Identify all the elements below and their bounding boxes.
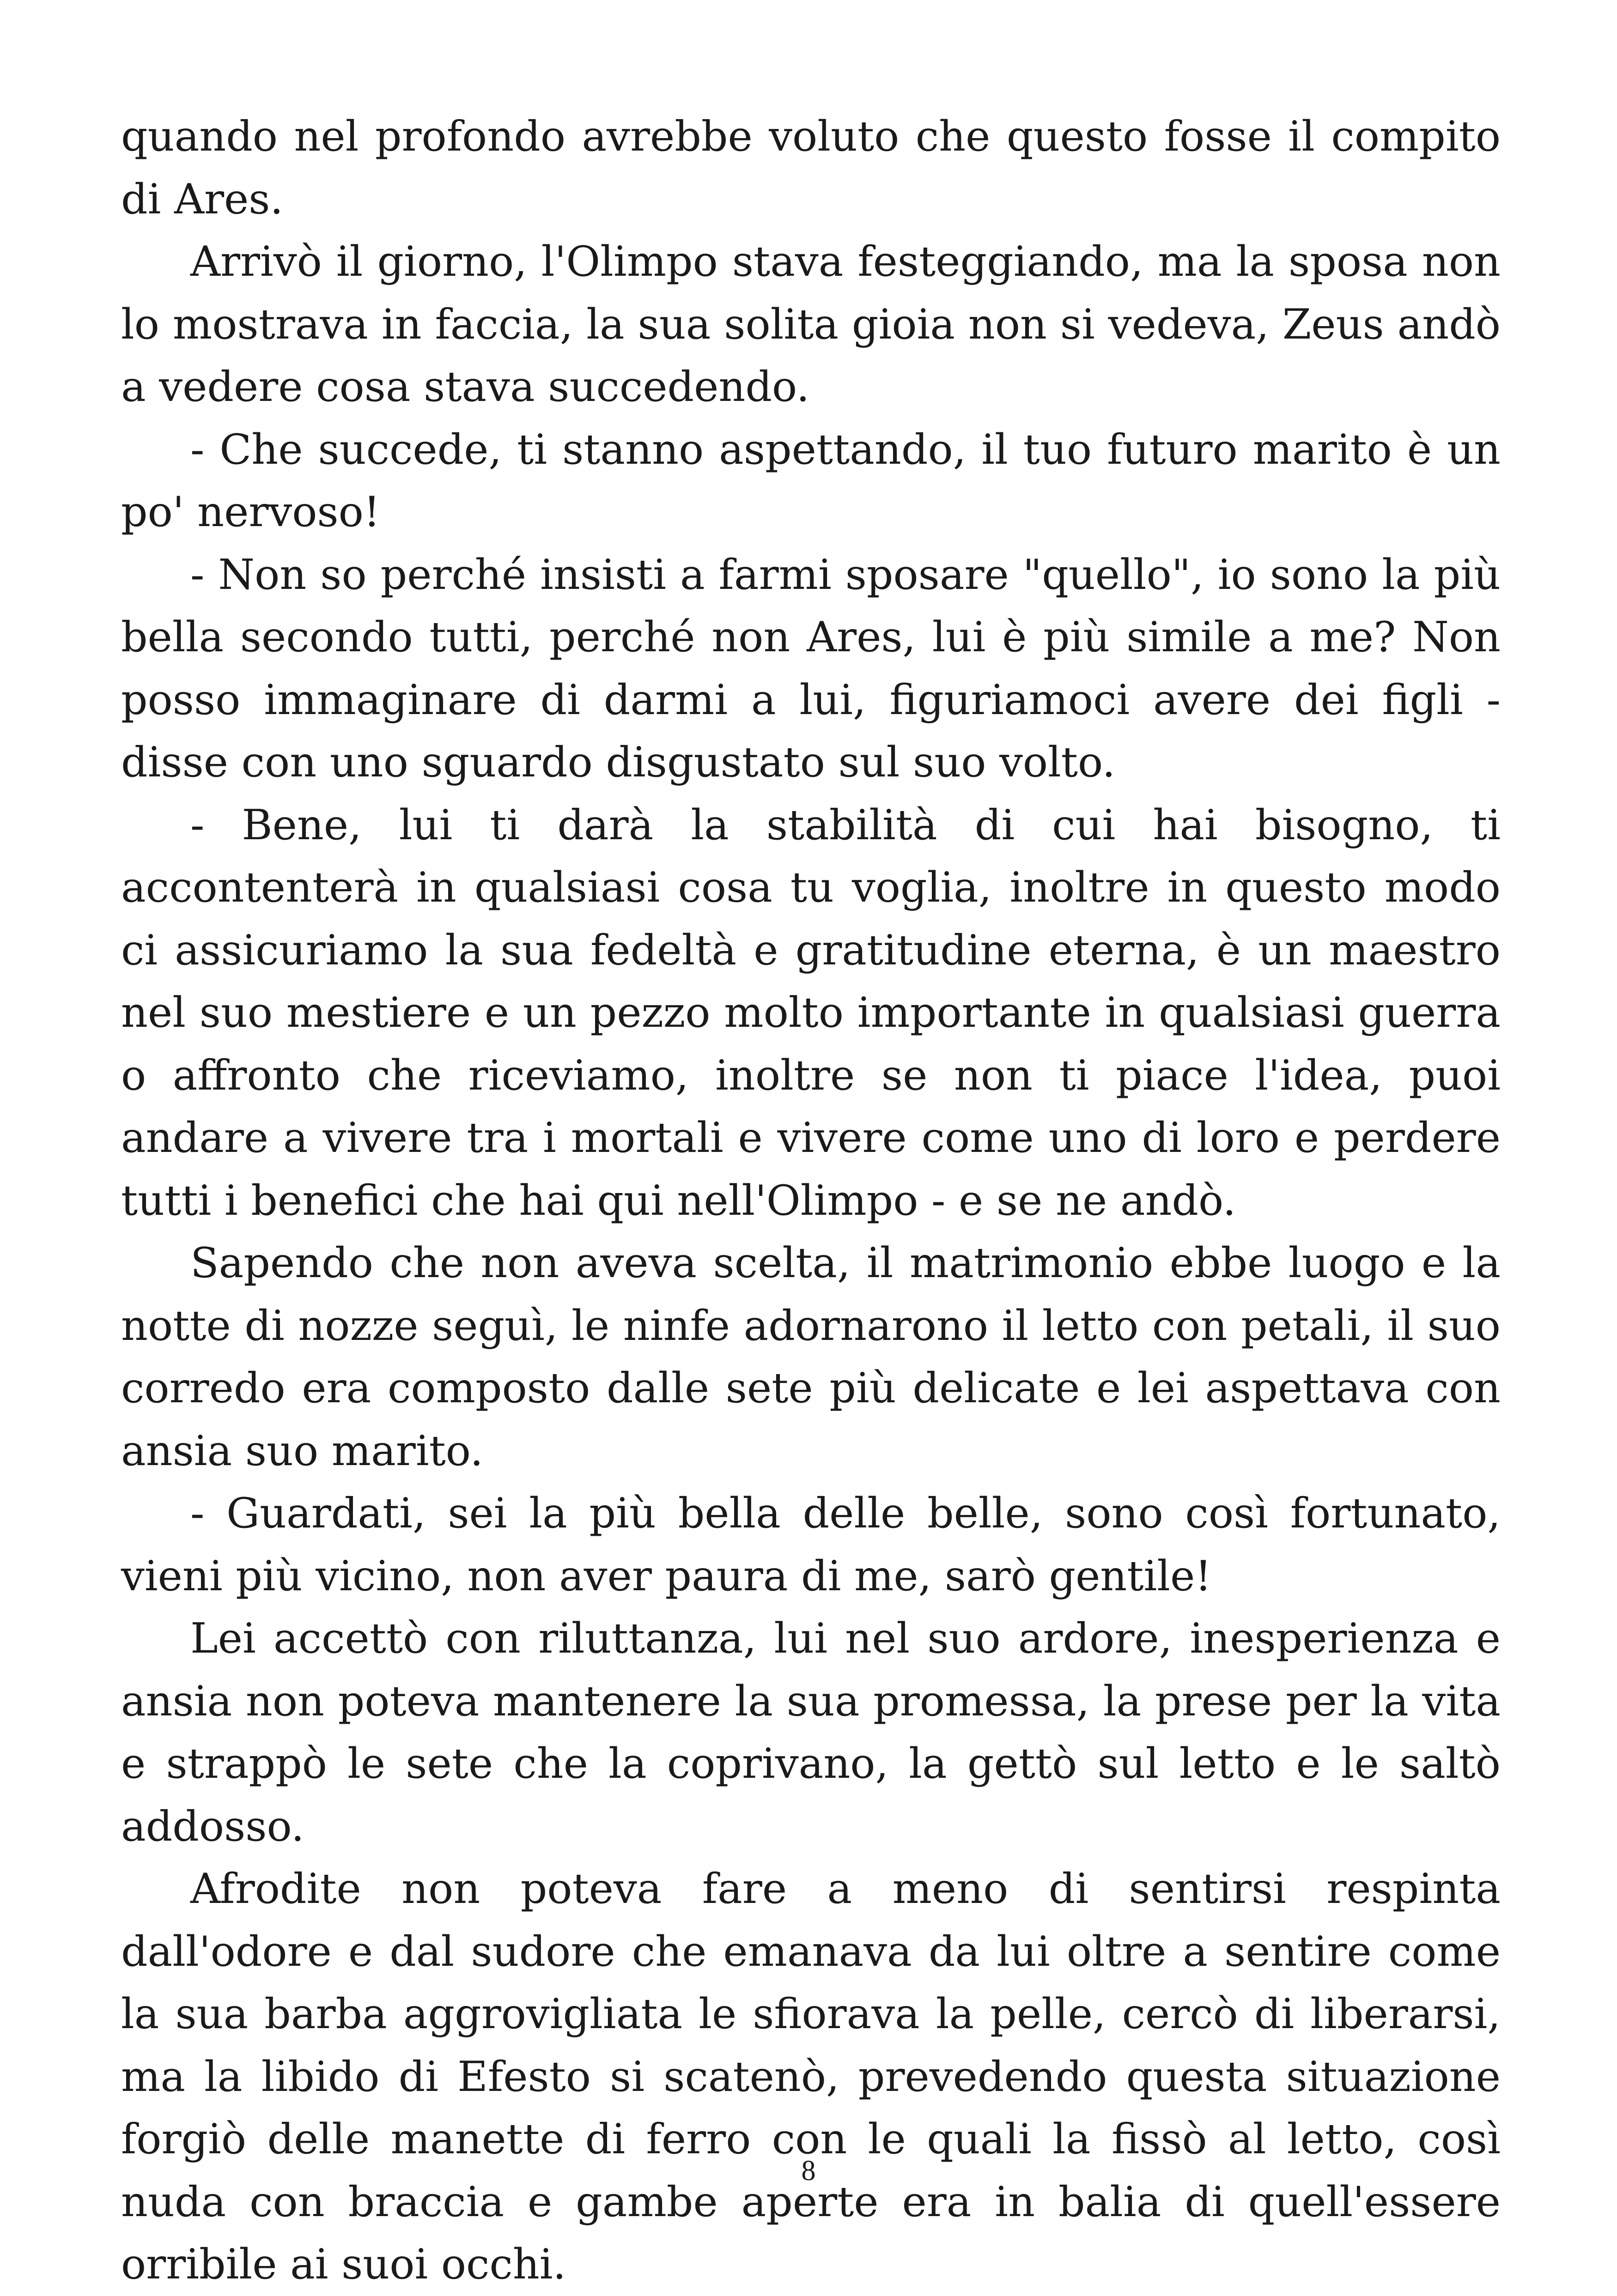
page-number: 8 [801, 2155, 816, 2187]
dialogue-paragraph: - Che succede, ti stanno aspettando, il tuo futuro marito è un po' nervoso! [121, 425, 1501, 536]
paragraph: Sapendo che non aveva scelta, il matrimonio ebbe luogo e la notte di nozze seguì, le ninfe adornarono il letto con petali, il suo corredo era composto dalle sete più delicate e lei aspettava con ansia suo marito. [121, 1239, 1501, 1475]
body-text [121, 105, 1501, 2296]
paragraph: Afrodite non poteva fare a meno di sentirsi respinta dall'odore e dal sudore che emanava da lui oltre a sentire come la sua barba aggrovigliata le sfiorava la pelle, cercò di liberarsi, ma la libido di Efesto si scatenò, prevedendo questa situazione forgiò delle manette di ferro con le quali la fissò al letto, così nuda con braccia e gambe aperte era in balia di quell'essere orribile ai suoi occhi. [121, 1865, 1501, 2289]
dialogue-paragraph: - Bene, lui ti darà la stabilità di cui hai bisogno, ti accontenterà in qualsiasi cosa tu voglia, inoltre in questo modo ci assicuriamo la sua fedeltà e gratitudine eterna, è un maestro nel suo mestiere e un pezzo molto importante in qualsiasi guerra o affronto che riceviamo, inoltre se non ti piace l'idea, puoi andare a vivere tra i mortali e vivere come uno di loro e perdere tutti i benefici che hai qui nell'Olimpo - e se ne andò. [121, 800, 1501, 1225]
paragraph-continuation: quando nel profondo avrebbe voluto che questo fosse il compito di Ares. [121, 112, 1501, 224]
paragraph: Arrivò il giorno, l'Olimpo stava festeggiando, ma la sposa non lo mostrava in faccia, la sua solita gioia non si vedeva, Zeus andò a vedere cosa stava succedendo. [121, 237, 1501, 411]
dialogue-paragraph: - Guardati, sei la più bella delle belle, sono così fortunato, vieni più vicino, non aver paura di me, sarò gentile! [121, 1489, 1501, 1600]
dialogue-paragraph: - Non so perché insisti a farmi sposare "quello", io sono la più bella secondo tutti, perché non Ares, lui è più simile a me? Non posso immaginare di darmi a lui, figuriamoci avere dei figli - disse con uno sguardo disgustato sul suo volto. [121, 550, 1501, 787]
paragraph: Lei accettò con riluttanza, lui nel suo ardore, inesperienza e ansia non poteva mantenere la sua promessa, la prese per la vita e strappò le sete che la coprivano, la gettò sul letto e le saltò addosso. [121, 1614, 1501, 1851]
